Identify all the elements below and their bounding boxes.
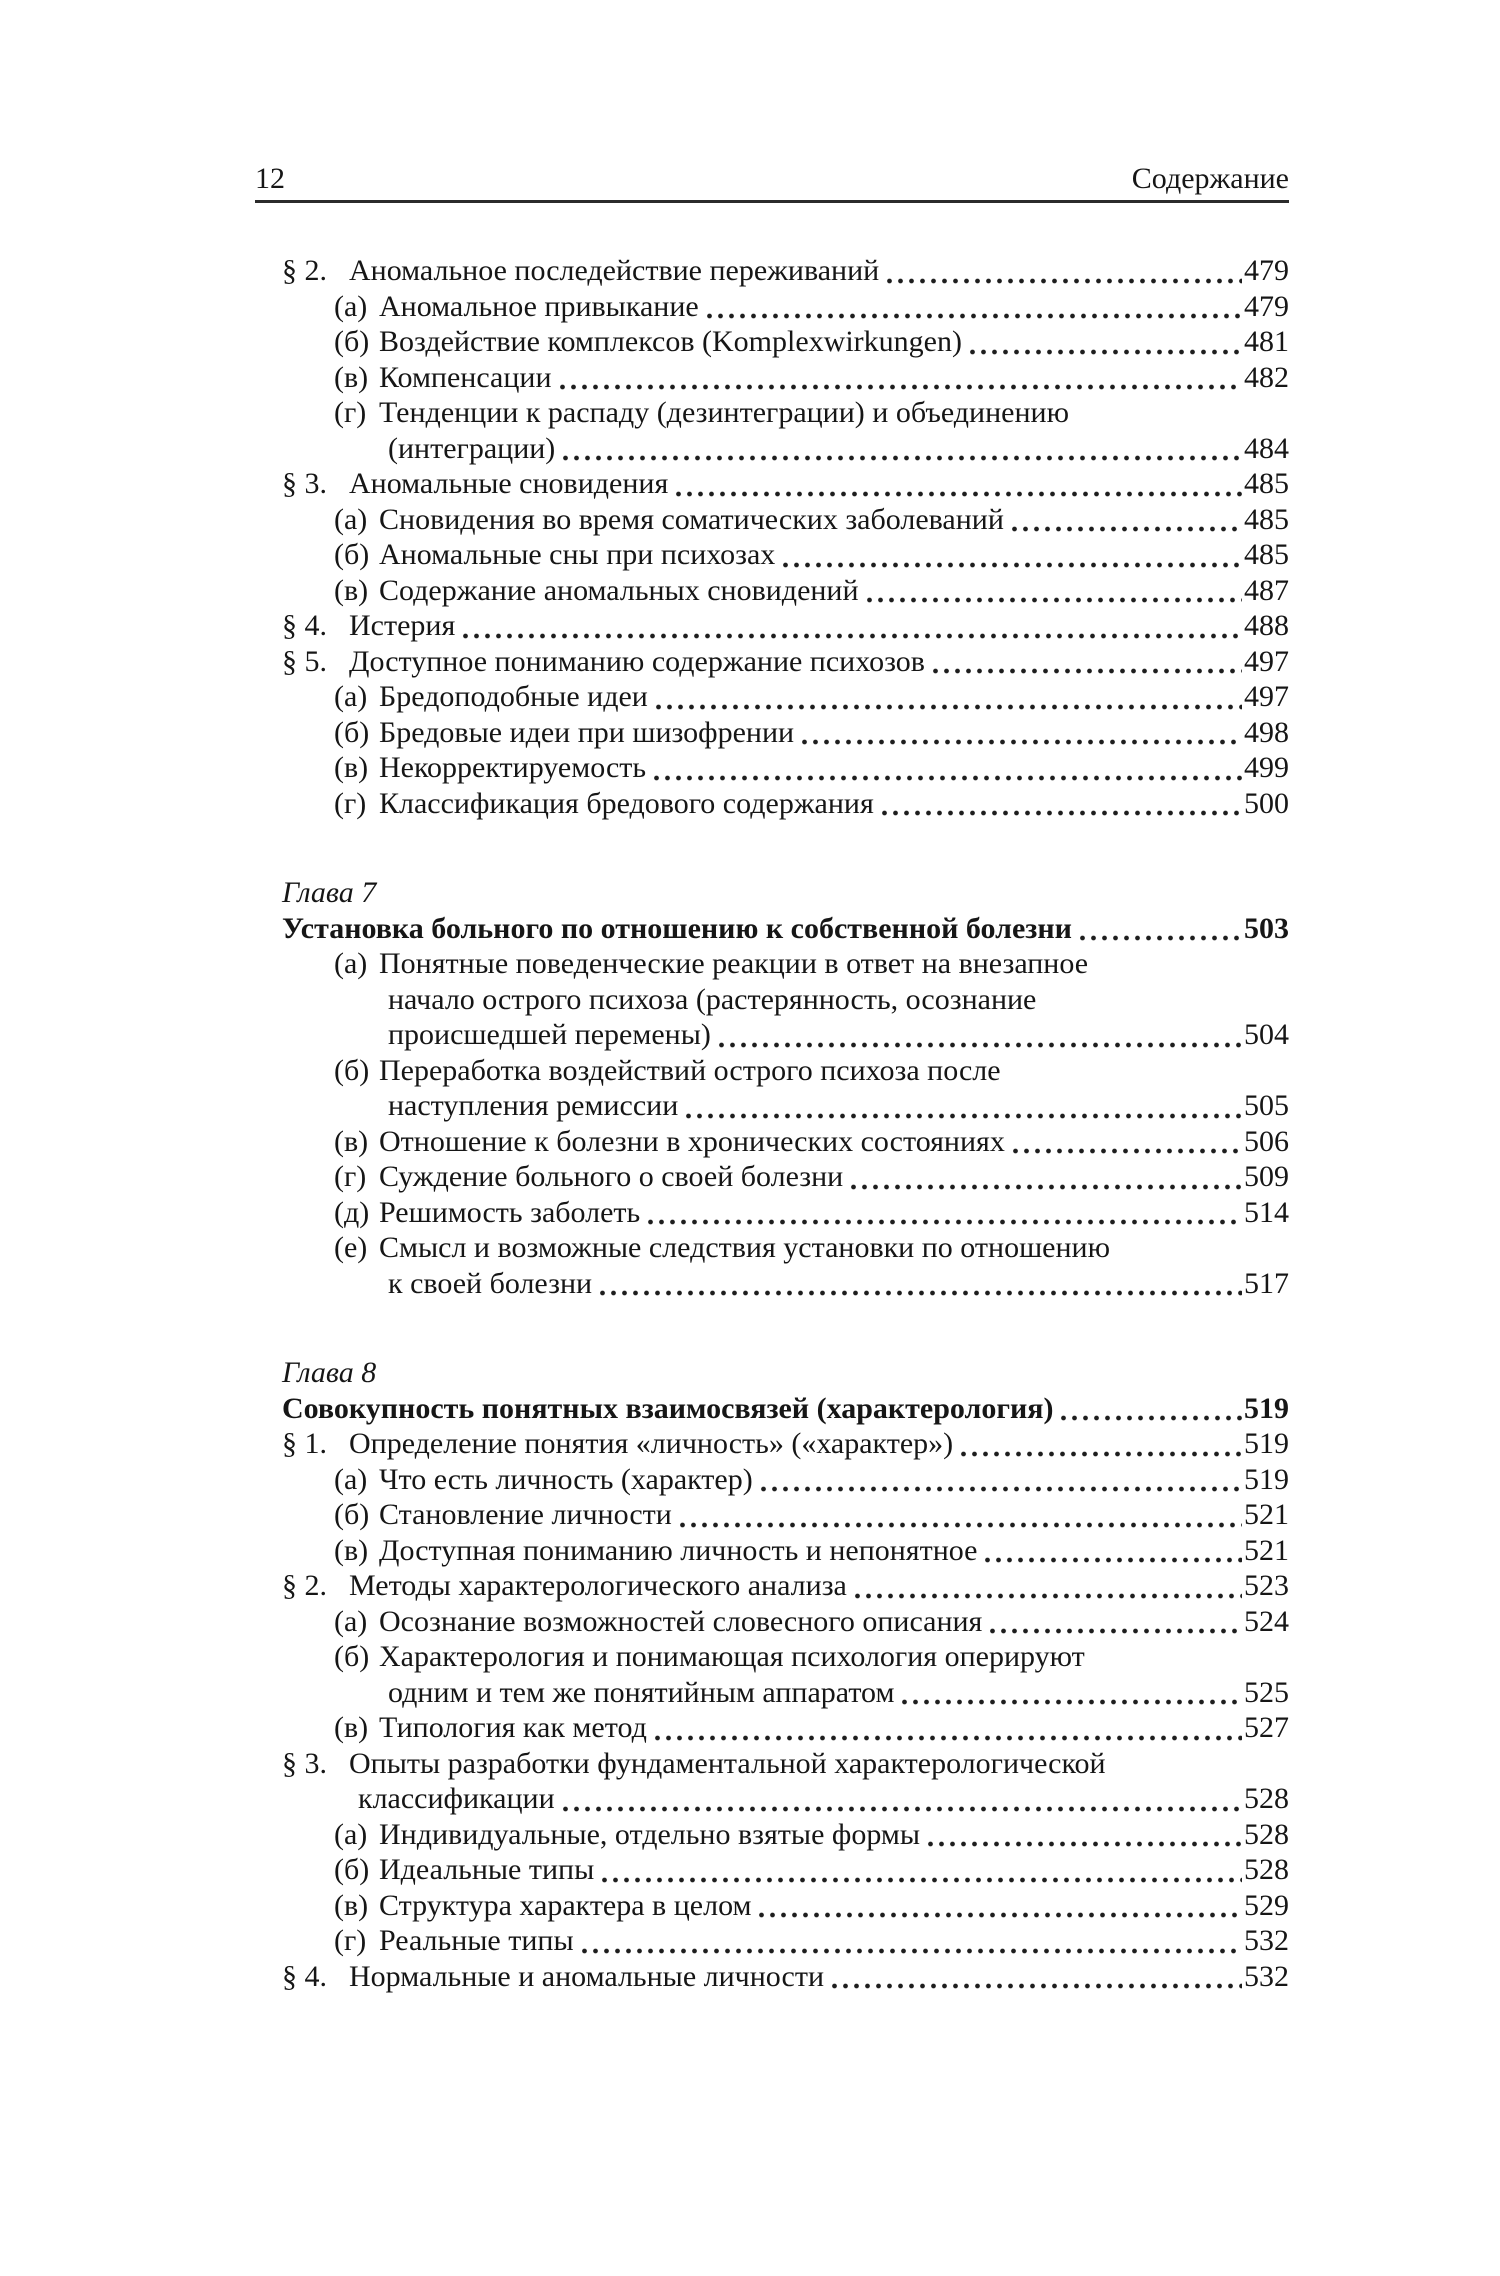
toc-entry-body [379,946,1289,1053]
toc-entry [255,324,1289,360]
toc-entry [255,1710,1289,1746]
toc-line-text: происшедшей перемены) [388,1018,711,1051]
toc-entry-prefix: (б) [334,1053,370,1087]
toc-line [349,608,1289,644]
toc-entry-body [379,1639,1289,1710]
toc-entry-prefix: (е) [334,1231,368,1264]
dot-leader [990,1628,1242,1634]
page-content [255,162,1289,1994]
toc-entry-prefix: (б) [334,1853,370,1886]
dot-leader [761,1486,1242,1492]
toc-line-text: Доступная пониманию личность и непонятное [379,1533,978,1567]
dot-leader [783,562,1242,568]
toc-entry-body [379,1852,1289,1888]
dot-leader [656,704,1242,710]
toc-entry-prefix: (в) [334,751,369,784]
toc-line-text: Идеальные типы [379,1853,595,1886]
toc-line-text: Нормальные и аномальные личности [349,1959,825,1993]
toc-line [379,1533,1289,1569]
page-number: 506 [1244,1124,1289,1158]
toc-entry-prefix: § 3. [282,467,327,500]
toc-line-text: Воздействие комплексов (Komplexwirkungen) [379,325,962,358]
dot-leader [560,384,1242,390]
toc-line [379,324,1289,360]
toc-line [349,1426,1289,1462]
toc-entry [255,715,1289,751]
chapter-label [255,875,1289,911]
dot-leader [654,775,1242,781]
toc-line-text: (интеграции) [388,431,556,465]
toc-entry-prefix: (б) [334,1498,370,1531]
page-number: 519 [1244,1427,1289,1460]
page-number: 532 [1244,1924,1289,1957]
toc-entry-body [379,1053,1289,1124]
page-number: 524 [1244,1604,1289,1638]
toc-entry-body [379,1888,1289,1924]
toc-line-text: Аномальные сновидения [349,467,669,500]
toc-entry-prefix: (б) [334,1640,370,1673]
toc-line: начало острого психоза (растерянность, осознание [388,982,1037,1016]
page-number: 488 [1244,609,1289,642]
toc-entry [255,644,1289,680]
toc-line [379,679,1289,715]
toc-line-text: Типология как метод [379,1711,647,1744]
toc-line-text: Осознание возможностей словесного описания [379,1604,983,1638]
dot-leader [985,1557,1242,1563]
page-number: 521 [1244,1533,1289,1567]
toc-line [349,1568,1289,1604]
dot-leader [563,1806,1242,1812]
toc-entry-body [379,1710,1289,1746]
toc-entry-body [379,715,1289,751]
toc-line-text: наступления ремиссии [388,1089,679,1122]
toc-entry-prefix: (г) [334,1924,367,1957]
toc-entry [255,502,1289,538]
toc-entry-prefix: (а) [334,1604,368,1638]
toc-entry-prefix: § 4. [282,1959,327,1993]
toc-line [379,1195,1289,1231]
toc-line [349,644,1289,680]
toc-entry-prefix: § 1. [282,1427,327,1460]
dot-leader [676,491,1242,497]
dot-leader [648,1219,1242,1225]
page-number: 528 [1244,1782,1289,1815]
page-header [255,162,1289,196]
toc-entry-body [349,608,1289,644]
dot-leader [680,1522,1242,1528]
toc-line [349,1781,1289,1817]
toc-entry-body [282,911,1289,947]
toc-entry-prefix: § 2. [282,254,327,287]
toc-entry-prefix: (а) [334,1462,368,1496]
toc-entry [255,1923,1289,1959]
toc-entry-body [349,644,1289,680]
toc-entry-prefix: (а) [334,289,368,323]
page-number: 505 [1244,1089,1289,1122]
toc-line-text: Некорректируемость [379,751,647,784]
toc-line [379,1159,1289,1195]
toc-line-text: Решимость заболеть [379,1195,641,1229]
toc-line [282,911,1289,947]
page-number: 519 [1244,1462,1289,1496]
dot-leader [1013,1148,1242,1154]
toc-line [379,1266,1289,1302]
page-number: 514 [1244,1195,1289,1229]
toc-entry [255,1604,1289,1640]
toc-entry [255,1817,1289,1853]
dot-leader [1061,1415,1242,1421]
toc-line-text: Сновидения во время соматических заболеваний [379,502,1004,536]
toc-entry-body [379,750,1289,786]
dot-leader [707,313,1242,319]
toc-entry-body [379,1230,1289,1301]
dot-leader [563,455,1242,461]
toc-entry-body [379,786,1289,822]
toc-line-text: Доступное пониманию содержание психозов [349,644,925,678]
toc-line [379,537,1289,573]
toc-entry [255,395,1289,466]
toc-line [379,1088,1289,1124]
toc-line-text: Глава 7 [282,876,377,909]
dot-leader [655,1735,1242,1741]
toc-line-text: Совокупность понятных взаимосвязей (характерология) [282,1391,1054,1425]
toc-line [379,1817,1289,1853]
toc-entry [255,537,1289,573]
toc-entry-prefix: (а) [334,680,368,713]
toc-entry [255,1462,1289,1498]
page-number: 509 [1244,1160,1289,1193]
toc-entry-body [282,875,1289,911]
page-number: 484 [1244,431,1289,465]
dot-leader [933,668,1242,674]
toc-entry-prefix: (б) [334,325,370,358]
toc-entry-prefix: § 5. [282,644,327,678]
page-number: 527 [1244,1711,1289,1744]
toc-entry-prefix: § 3. [282,1746,327,1780]
toc-line-text: Индивидуальные, отдельно взятые формы [379,1817,921,1851]
toc-entry-body [379,1497,1289,1533]
dot-leader [686,1113,1242,1119]
dot-leader [759,1912,1242,1918]
toc-line-text: Аномальное последействие переживаний [349,254,880,287]
toc-entry [255,1426,1289,1462]
dot-leader [463,633,1242,639]
toc-line-text: одним и тем же понятийным аппаратом [388,1675,895,1709]
page-number: 503 [1244,911,1289,945]
toc-line-text: Истерия [349,609,456,642]
toc-line [379,360,1289,396]
toc-line [379,1497,1289,1533]
toc-entry [255,1159,1289,1195]
toc-line [349,466,1289,502]
toc-entry-prefix: § 4. [282,609,327,642]
dot-leader [719,1042,1242,1048]
toc-entry-body [379,573,1289,609]
toc-entry-body [379,1533,1289,1569]
toc-line [379,1604,1289,1640]
toc-entry [255,1639,1289,1710]
toc-entry-body [379,1195,1289,1231]
toc-line-text: Глава 8 [282,1356,377,1389]
toc-entry [255,786,1289,822]
toc-line [379,750,1289,786]
toc-line-text: Что есть личность (характер) [379,1462,753,1496]
toc-entry-prefix: (в) [334,360,369,394]
dot-leader [1012,526,1242,532]
dot-leader [602,1877,1242,1883]
page-number: 528 [1244,1817,1289,1851]
toc-entry-body [282,1355,1289,1391]
toc-line-text: Структура характера в целом [379,1888,752,1922]
toc-entry [255,1230,1289,1301]
toc-entry-body [379,289,1289,325]
toc-line [379,1124,1289,1160]
page-number: 500 [1244,786,1289,820]
page-number-header: 12 [255,162,285,195]
page-number: 479 [1244,254,1289,287]
toc-entry-prefix: (в) [334,1888,369,1922]
page-number: 517 [1244,1266,1289,1300]
page-number: 497 [1244,680,1289,713]
dot-leader [867,597,1242,603]
toc-line [379,1710,1289,1746]
page-header-title: Содержание [1131,162,1289,195]
dot-leader [1080,935,1242,941]
toc-entry-body [379,1159,1289,1195]
page-number: 529 [1244,1888,1289,1922]
page-number: 479 [1244,289,1289,323]
chapter-label [255,1355,1289,1391]
toc-entry-body [349,466,1289,502]
toc-line [349,1959,1289,1995]
toc-line-text: к своей болезни [388,1266,593,1300]
toc-entry-body [379,679,1289,715]
page-number: 497 [1244,644,1289,678]
toc-entry-body [379,537,1289,573]
toc-entry [255,608,1289,644]
toc-line [379,786,1289,822]
dot-leader [882,810,1242,816]
toc-line-text: Становление личности [379,1498,672,1531]
toc-line-text: Аномальное привыкание [379,289,699,323]
toc-entry [255,466,1289,502]
toc-entry-prefix: (б) [334,538,370,571]
toc-line [282,875,1289,911]
toc-line-text: Установка больного по отношению к собственной болезни [282,911,1072,945]
toc-entry [255,1533,1289,1569]
toc-line-text: Методы характерологического анализа [349,1569,847,1602]
toc-entry [255,1959,1289,1995]
toc-line-text: Бредовые идеи при шизофрении [379,715,795,749]
page-number: 504 [1244,1018,1289,1051]
dot-leader [887,278,1242,284]
page-number: 499 [1244,751,1289,784]
toc-entry-prefix: (а) [334,1817,368,1851]
toc-line [379,715,1289,751]
toc-line-text: Содержание аномальных сновидений [379,573,859,607]
dot-leader [832,1983,1242,1989]
toc-line: Тенденции к распаду (дезинтеграции) и объединению [379,396,1069,429]
chapter-title-entry [255,1391,1289,1427]
toc-entry-prefix: (г) [334,396,367,429]
toc-entry [255,946,1289,1053]
toc-entry [255,1888,1289,1924]
toc-line [282,1355,1289,1391]
toc-entry-body [379,324,1289,360]
toc-entry-prefix: § 2. [282,1569,327,1602]
dot-leader [928,1841,1242,1847]
toc-entry-body [379,1604,1289,1640]
toc-line-text: Классификация бредового содержания [379,786,874,820]
dot-leader [855,1593,1242,1599]
toc-line: Переработка воздействий острого психоза после [379,1053,1001,1087]
toc-entry-body [379,395,1289,466]
toc-entry-body [349,253,1289,289]
dot-leader [902,1699,1242,1705]
toc-line: Опыты разработки фундаментальной характерологической [349,1746,1106,1780]
page-number: 485 [1244,502,1289,536]
dot-leader [970,349,1242,355]
dot-leader [582,1948,1242,1954]
toc-entry [255,1124,1289,1160]
toc-entry [255,1568,1289,1604]
toc-entry [255,1746,1289,1817]
toc-line-text: Отношение к болезни в хронических состояниях [379,1124,1005,1158]
toc-line [379,502,1289,538]
toc-line-text: Компенсации [379,360,552,394]
toc-list [255,203,1289,1994]
page-number: 481 [1244,325,1289,358]
toc-entry-body [282,1391,1289,1427]
dot-leader [802,739,1242,745]
toc-entry [255,1497,1289,1533]
page-number: 523 [1244,1569,1289,1602]
toc-line: Характерология и понимающая психология оперируют [379,1640,1085,1673]
toc-line [379,1852,1289,1888]
toc-entry-prefix: (в) [334,1533,369,1567]
toc-entry-prefix: (г) [334,786,367,820]
toc-entry-prefix: (в) [334,1124,369,1158]
page-number: 525 [1244,1675,1289,1709]
toc-line [379,1462,1289,1498]
toc-entry [255,573,1289,609]
toc-line [379,1675,1289,1711]
dot-leader [600,1290,1242,1296]
toc-line-text: классификации [358,1782,555,1815]
toc-entry [255,289,1289,325]
toc-line-text: Бредоподобные идеи [379,680,648,713]
toc-line-text: Реальные типы [379,1924,574,1957]
toc-line [282,1391,1289,1427]
page-number: 485 [1244,467,1289,500]
page-number: 482 [1244,360,1289,394]
toc-line [379,431,1289,467]
toc-entry [255,679,1289,715]
toc-entry-body [379,502,1289,538]
page-number: 487 [1244,573,1289,607]
toc-entry-body [349,1959,1289,1995]
toc-entry [255,360,1289,396]
toc-entry-prefix: (б) [334,715,370,749]
toc-line-text: Аномальные сны при психозах [379,538,776,571]
toc-line [379,573,1289,609]
toc-entry [255,1195,1289,1231]
toc-entry-body [349,1568,1289,1604]
toc-line-text: Суждение больного о своей болезни [379,1160,844,1193]
toc-entry-prefix: (в) [334,1711,369,1744]
toc-line [379,1017,1289,1053]
toc-entry-prefix: (д) [334,1195,370,1229]
toc-line: Смысл и возможные следствия установки по отношению [379,1231,1111,1264]
toc-entry-prefix: (г) [334,1160,367,1193]
page-number: 528 [1244,1853,1289,1886]
toc-entry [255,253,1289,289]
toc-entry [255,750,1289,786]
page-number: 485 [1244,538,1289,571]
chapter-title-entry [255,911,1289,947]
toc-entry-prefix: (в) [334,573,369,607]
toc-line [379,1888,1289,1924]
toc-entry-prefix: (а) [334,502,368,536]
toc-entry-body [349,1746,1289,1817]
toc-line [349,253,1289,289]
toc-entry-prefix: (а) [334,947,368,980]
toc-line: Понятные поведенческие реакции в ответ на внезапное [379,947,1089,980]
page-number: 532 [1244,1959,1289,1993]
toc-entry-body [379,1124,1289,1160]
toc-entry-body [349,1426,1289,1462]
toc-entry-body [379,1462,1289,1498]
toc-entry [255,1053,1289,1124]
toc-line [379,1923,1289,1959]
page-number: 521 [1244,1498,1289,1531]
toc-entry-body [379,1817,1289,1853]
toc-entry-body [379,1923,1289,1959]
page-number: 519 [1244,1391,1289,1425]
toc-entry-body [379,360,1289,396]
dot-leader [961,1451,1242,1457]
toc-line-text: Определение понятия «личность» («характер») [349,1427,954,1460]
toc-entry [255,1852,1289,1888]
page-number: 498 [1244,715,1289,749]
toc-line [379,289,1289,325]
dot-leader [851,1184,1242,1190]
